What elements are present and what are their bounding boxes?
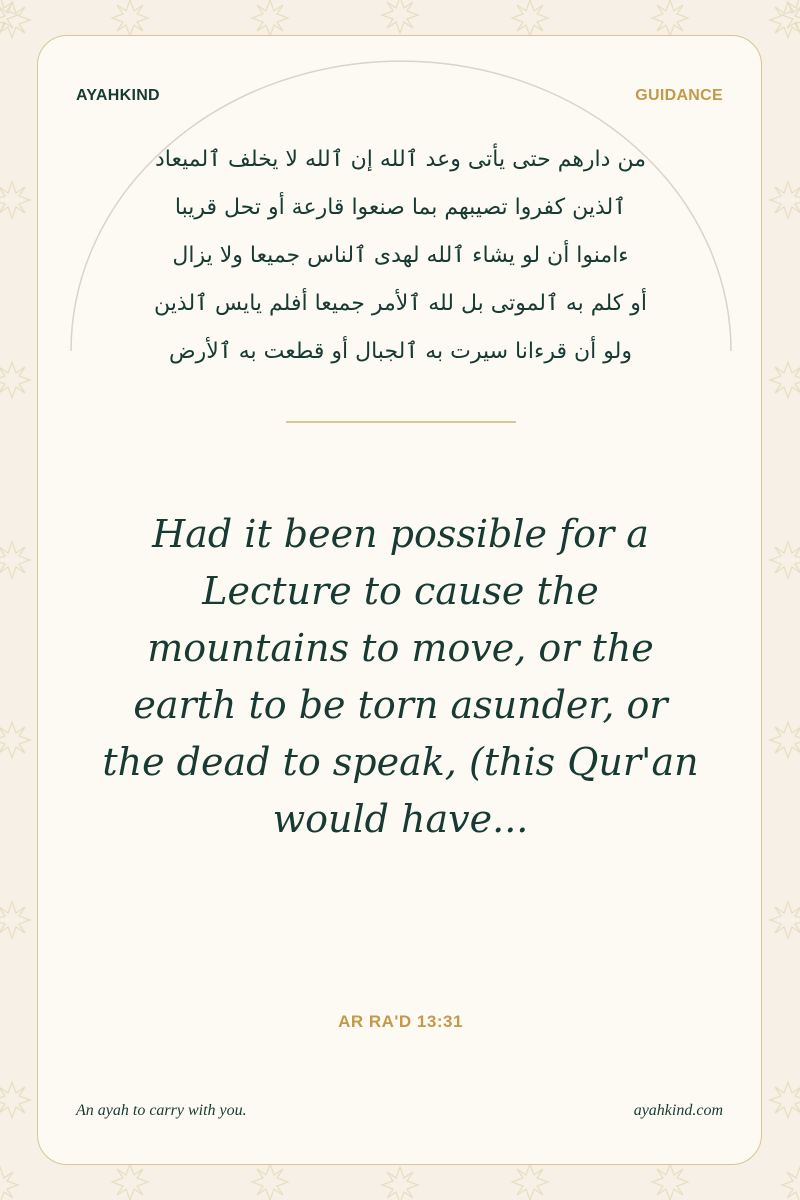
star-ornament-icon: [512, 1164, 548, 1200]
brand-name: AYAHKIND: [76, 87, 160, 104]
translation-line: Had it been possible for a: [152, 512, 649, 556]
category-label: GUIDANCE: [635, 87, 723, 104]
star-ornament-icon: [512, 0, 548, 36]
translation-text: [68, 506, 733, 848]
arabic-line: ءامنوا أن لو يشاء ٱلله لهدى ٱلناس جميعا ولا يزال: [172, 243, 629, 268]
star-ornament-icon: [782, 1167, 800, 1200]
star-ornament-icon: [382, 1167, 418, 1200]
star-ornament-icon: [0, 902, 30, 938]
star-ornament-icon: [112, 0, 148, 36]
arabic-line: من دارهم حتى يأتى وعد ٱلله إن ٱلله لا يخلف ٱلميعاد: [154, 147, 646, 172]
star-ornament-icon: [112, 1164, 148, 1200]
star-ornament-icon: [252, 1164, 288, 1200]
star-ornament-icon: [0, 1082, 30, 1118]
star-ornament-icon: [770, 182, 800, 218]
star-ornament-icon: [770, 1082, 800, 1118]
star-ornament-icon: [652, 1164, 688, 1200]
translation-line: would have...: [272, 797, 529, 841]
arabic-line: أو كلم به ٱلموتى بل لله ٱلأمر جميعا أفلم يايس ٱلذين: [154, 291, 647, 316]
star-ornament-icon: [770, 542, 800, 578]
star-ornament-icon: [0, 1167, 18, 1200]
star-ornament-icon: [382, 0, 418, 33]
divider: [286, 421, 516, 423]
star-ornament-icon: [0, 182, 30, 218]
arabic-line: ٱلذين كفروا تصيبهم بما صنعوا قارعة أو تحل قريبا: [174, 195, 627, 220]
ayah-card: [37, 35, 762, 1165]
star-ornament-icon: [0, 542, 30, 578]
arabic-text: [78, 136, 723, 376]
star-ornament-icon: [0, 362, 30, 398]
star-ornament-icon: [0, 722, 30, 758]
translation-line: earth to be torn asunder, or: [133, 683, 668, 727]
translation-line: the dead to speak, (this Qur'an: [102, 740, 699, 784]
star-ornament-icon: [252, 0, 288, 36]
footer-site-link[interactable]: ayahkind.com: [633, 1102, 723, 1119]
translation-line: Lecture to cause the: [202, 569, 599, 613]
star-ornament-icon: [652, 0, 688, 36]
star-ornament-icon: [770, 902, 800, 938]
star-ornament-icon: [770, 362, 800, 398]
verse-reference: AR RA'D 13:31: [338, 1012, 463, 1031]
arabic-line: ولو أن قرءانا سيرت به ٱلجبال أو قطعت به ٱلأرض: [169, 339, 632, 364]
star-ornament-icon: [770, 722, 800, 758]
footer-tagline: An ayah to carry with you.: [76, 1102, 247, 1119]
translation-line: mountains to move, or the: [147, 626, 654, 670]
